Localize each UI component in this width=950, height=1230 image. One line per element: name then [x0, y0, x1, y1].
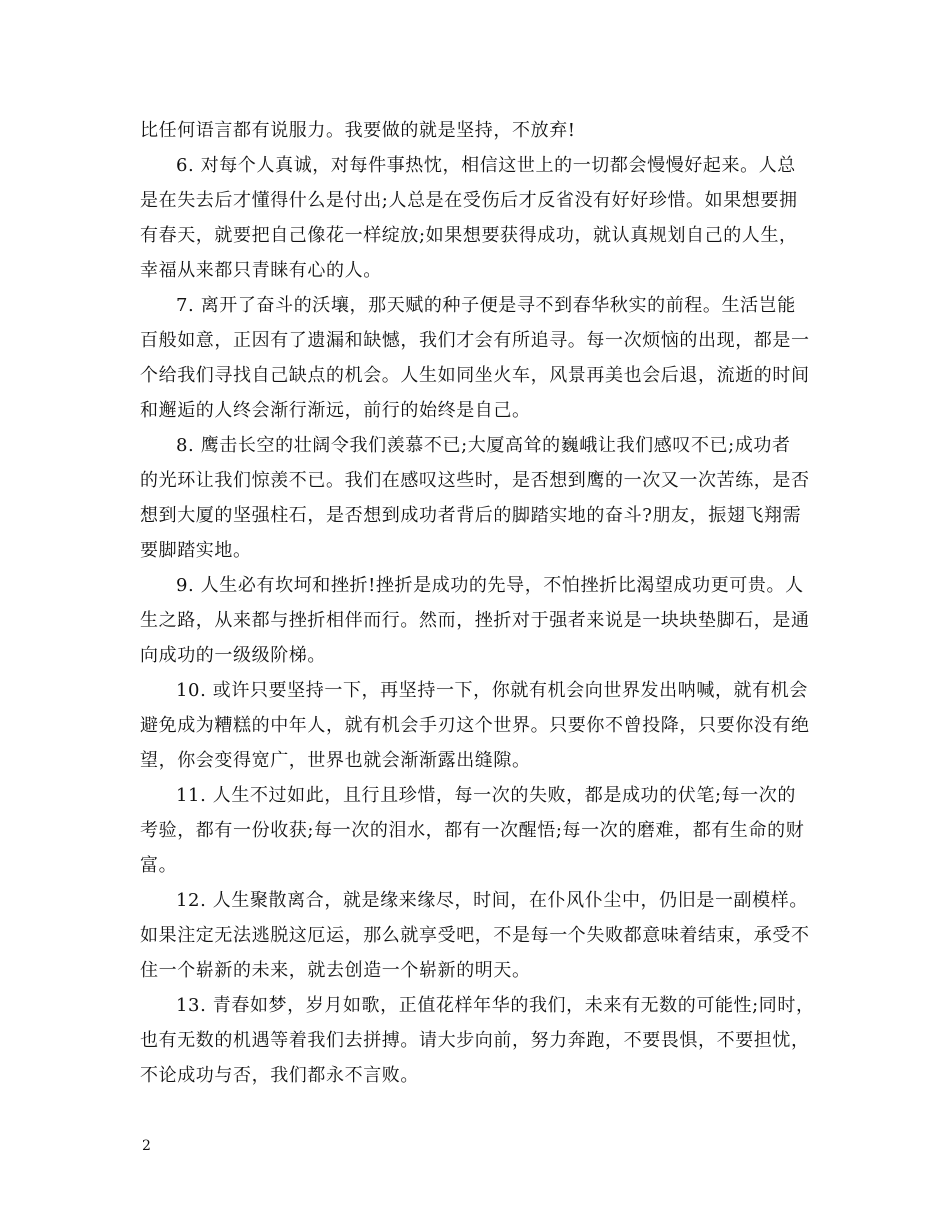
text-line: 8. 鹰击长空的壮阔令我们羡慕不已;大厦高耸的巍峨让我们感叹不已;成功者 — [176, 435, 791, 456]
document-body — [140, 113, 832, 1093]
text-line: 的光环让我们惊羡不已。我们在感叹这些时，是否想到鹰的一次又一次苦练，是否 — [140, 470, 810, 491]
text-line: 9. 人生必有坎坷和挫折!挫折是成功的先导，不怕挫折比渴望成功更可贵。人 — [176, 575, 804, 596]
text-line: 向成功的一级级阶梯。 — [140, 645, 326, 666]
text-line: 考验，都有一份收获;每一次的泪水，都有一次醒悟;每一次的磨难，都有生命的财 — [140, 820, 805, 841]
page-number: 2 — [142, 1138, 151, 1154]
text-line: 有春天，就要把自己像花一样绽放;如果想要获得成功，就认真规划自己的人生， — [140, 225, 798, 246]
text-line: 也有无数的机遇等着我们去拼搏。请大步向前，努力奔跑，不要畏惧，不要担忧， — [140, 1030, 810, 1051]
text-line: 11. 人生不过如此，且行且珍惜，每一次的失败，都是成功的伏笔;每一次的 — [176, 785, 797, 806]
text-line: 7. 离开了奋斗的沃壤，那天赋的种子便是寻不到春华秋实的前程。生活岂能 — [176, 295, 796, 316]
text-line: 12. 人生聚散离合，就是缘来缘尽，时间，在仆风仆尘中，仍旧是一副模样。 — [176, 890, 808, 911]
text-line: 是在失去后才懂得什么是付出;人总是在受伤后才反省没有好好珍惜。如果想要拥 — [140, 190, 798, 211]
text-line: 6. 对每个人真诚，对每件事热忱，相信这世上的一切都会慢慢好起来。人总 — [176, 155, 796, 176]
text-line: 不论成功与否，我们都永不言败。 — [140, 1065, 419, 1086]
text-line: 13. 青春如梦，岁月如歌，正值花样年华的我们，未来有无数的可能性;同时， — [176, 995, 815, 1016]
text-line: 富。 — [140, 855, 178, 876]
text-line: 生之路，从来都与挫折相伴而行。然而，挫折对于强者来说是一块块垫脚石，是通 — [140, 610, 810, 631]
text-line: 比任何语言都有说服力。我要做的就是坚持，不放弃! — [140, 120, 576, 141]
text-line: 10. 或许只要坚持一下，再坚持一下，你就有机会向世界发出呐喊，就有机会 — [176, 680, 808, 701]
text-line: 如果注定无法逃脱这厄运，那么就享受吧，不是每一个失败都意味着结束，承受不 — [140, 925, 810, 946]
text-line: 个给我们寻找自己缺点的机会。人生如同坐火车，风景再美也会后退，流逝的时间 — [140, 365, 810, 386]
text-line: 和邂逅的人终会渐行渐远，前行的始终是自己。 — [140, 400, 531, 421]
text-line: 要脚踏实地。 — [140, 540, 252, 561]
text-line: 幸福从来都只青睐有心的人。 — [140, 260, 382, 281]
text-line: 望，你会变得宽广，世界也就会渐渐露出缝隙。 — [140, 750, 531, 771]
text-line: 住一个崭新的未来，就去创造一个崭新的明天。 — [140, 960, 531, 981]
text-line: 避免成为糟糕的中年人，就有机会手刃这个世界。只要你不曾投降，只要你没有绝 — [140, 715, 810, 736]
text-line: 百般如意，正因有了遗漏和缺憾，我们才会有所追寻。每一次烦恼的出现，都是一 — [140, 330, 810, 351]
text-line: 想到大厦的坚强柱石，是否想到成功者背后的脚踏实地的奋斗?朋友，振翅飞翔需 — [140, 505, 802, 526]
